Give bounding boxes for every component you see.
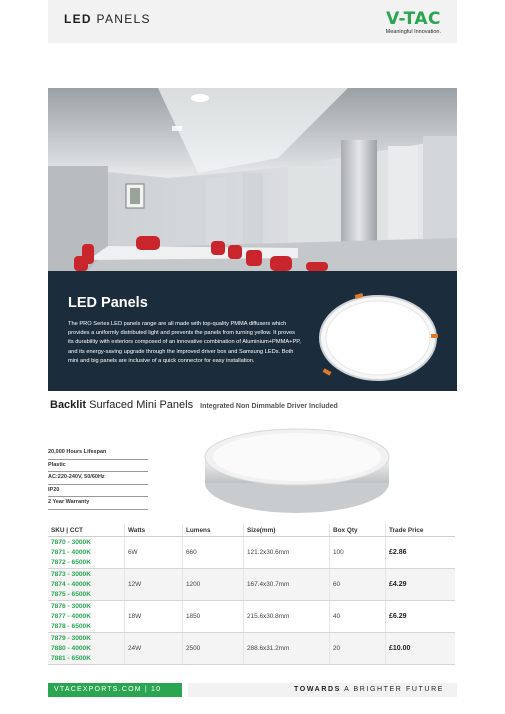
col-header: Size(mm) [243,524,329,536]
table-row [48,633,455,665]
sku-code: 7872 - 6500K [51,558,91,566]
sku-code: 7873 - 3000K [51,570,91,578]
size-cell: 121.2x30.6mm [243,537,329,568]
watts-cell: 24W [124,633,182,664]
col-header: Box Qty [329,524,385,536]
section-title-bold: Backlit [50,399,87,411]
lumens-cell: 1200 [182,569,243,600]
feature-item: AC:220-240V, 50/60Hz [48,472,148,485]
vtac-logo [367,9,441,37]
footer-slogan [188,683,457,697]
intro-block [48,271,457,391]
watts-cell: 12W [124,569,182,600]
lumens-cell: 1850 [182,601,243,632]
round-panel-image [311,288,445,385]
lumens-cell: 2500 [182,633,243,664]
intro-body: The PRO Series LED panels range are all made with top-quality PMMA diffusers which provides a uniformly distributed light and prevents the panels from turning yellow. It proves its durability with exteriors composed of an innovative combination of Aluminium+PMMA+PP, and its energy-saving upgrade through the improved driver box and Samsung LEDs. Both mini and big panels are inclusive of a quick connector for easy installation. [68,321,301,364]
feature-item: Plastic [48,460,148,473]
sku-code: 7878 - 6500K [51,622,91,630]
sku-code: 7876 - 3000K [51,602,91,610]
box-qty-cell: 20 [329,633,385,664]
price-cell: £10.00 [385,633,455,664]
sku-code: 7871 - 4000K [51,548,91,556]
sku-cell [48,601,124,632]
sku-code: 7874 - 4000K [51,580,91,588]
surface-panel-image [196,421,398,521]
table-row [48,569,455,601]
section-title-rest: Surfaced Mini Panels [86,399,194,411]
col-header: Watts [124,524,182,536]
col-header: SKU | CCT [51,527,83,534]
footer-slogan-bold: TOWARDS [294,686,341,693]
table-row [48,537,455,569]
product-table [48,524,455,665]
logo-tagline: Meaningful Innovation. [385,29,441,35]
page-title-bold: LED [64,12,92,26]
feature-list [48,447,148,510]
sku-code: 7870 - 3000K [51,538,91,546]
col-header: Trade Price [385,524,455,536]
section-subtitle: Integrated Non Dimmable Driver Included [200,403,338,410]
feature-item: IP20 [48,485,148,498]
price-cell: £2.86 [385,537,455,568]
box-qty-cell: 100 [329,537,385,568]
watts-cell: 18W [124,601,182,632]
sku-code: 7877 - 4000K [51,612,91,620]
section-title [50,399,338,411]
conference-room-illustration [48,88,457,271]
size-cell: 215.6x30.8mm [243,601,329,632]
sku-code: 7881 - 6500K [51,654,91,662]
sku-cell [48,537,124,568]
footer-slogan-rest: A BRIGHTER FUTURE [340,686,444,693]
box-qty-cell: 40 [329,601,385,632]
feature-item: 20,000 Hours Lifespan [48,447,148,460]
footer-website-link[interactable]: VTACEXPORTS.COM | 10 [48,683,182,697]
price-cell: £4.29 [385,569,455,600]
page-title [64,12,151,26]
intro-heading: LED Panels [68,295,148,311]
size-cell: 167.4x30.7mm [243,569,329,600]
watts-cell: 6W [124,537,182,568]
sku-code: 7879 - 3000K [51,634,91,642]
logo-word: V-TAC [386,9,441,29]
conference-room-photo [48,88,457,271]
table-header [48,524,455,537]
sku-code: 7880 - 4000K [51,644,91,652]
sku-cell [48,633,124,664]
sku-cell [48,569,124,600]
page-title-rest: PANELS [91,12,151,26]
sku-code: 7875 - 6500K [51,590,91,598]
size-cell: 288.6x31.2mm [243,633,329,664]
feature-item: 2 Year Warranty [48,497,148,510]
box-qty-cell: 60 [329,569,385,600]
table-row [48,601,455,633]
lumens-cell: 660 [182,537,243,568]
price-cell: £6.29 [385,601,455,632]
page-header [48,0,457,43]
col-header: Lumens [182,524,243,536]
